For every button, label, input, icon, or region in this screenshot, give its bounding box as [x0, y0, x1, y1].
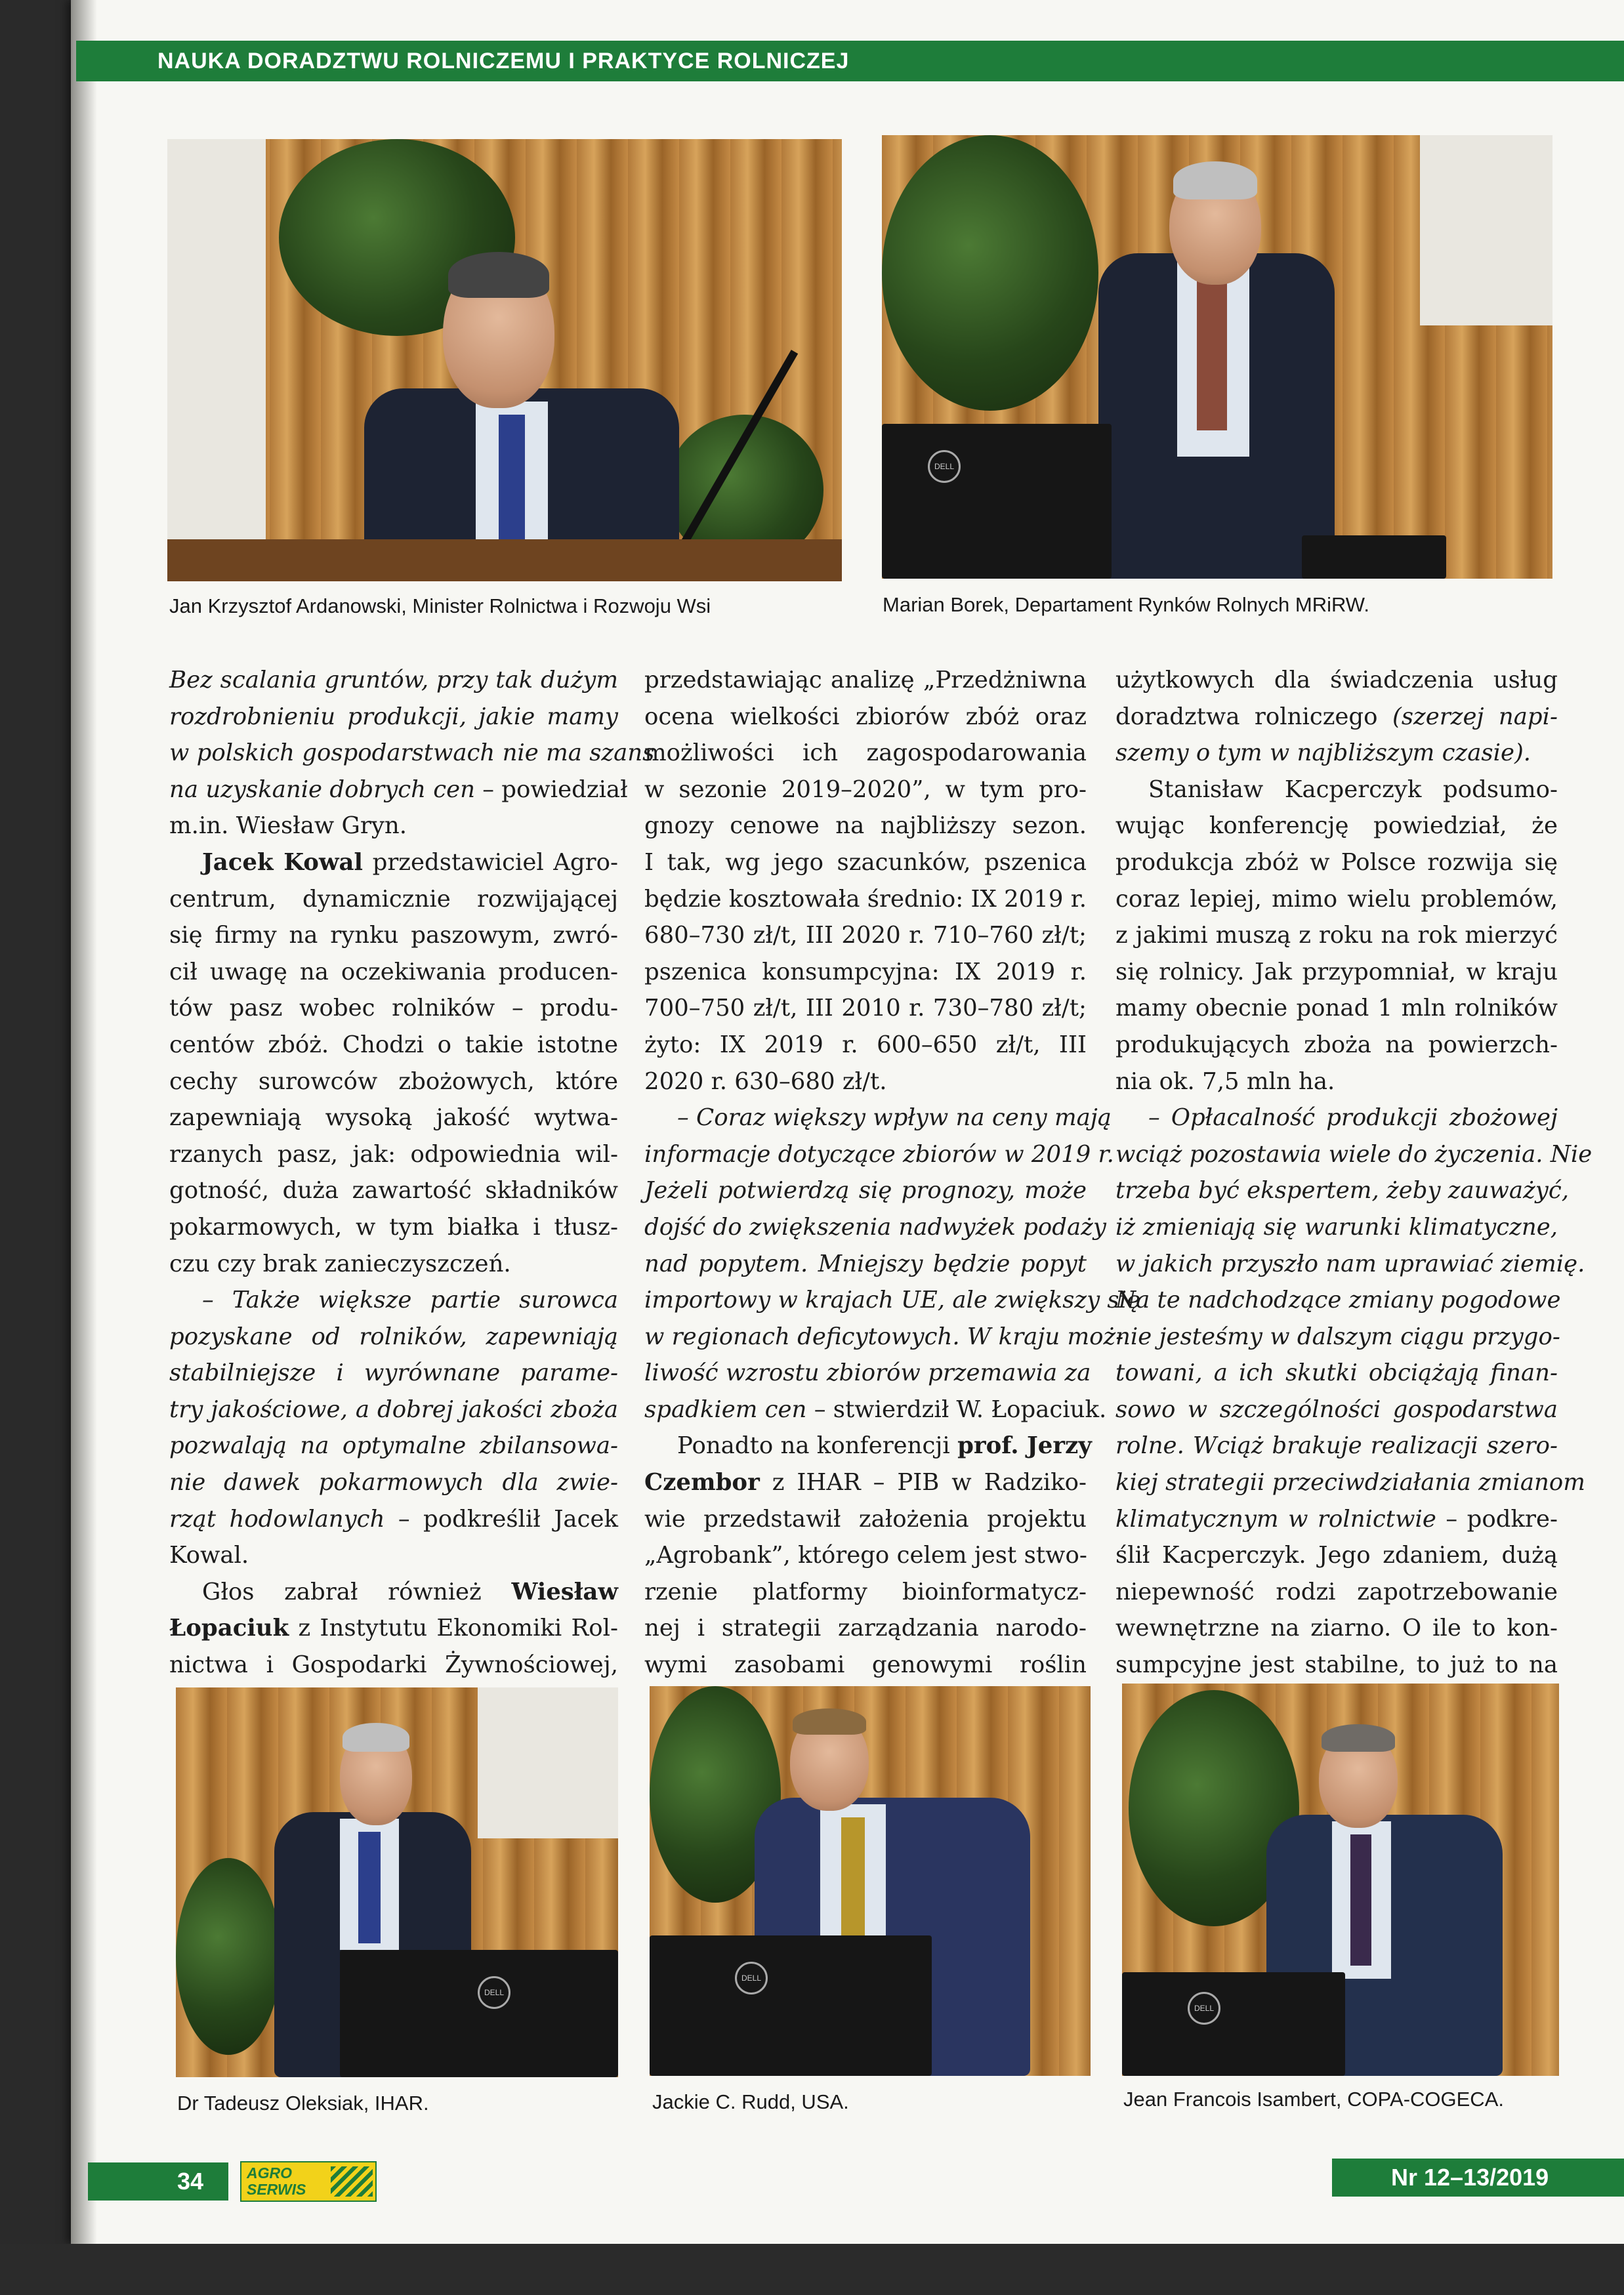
- agro-serwis-logo: AGRO SERWIS: [240, 2161, 377, 2202]
- podium: [882, 424, 1112, 579]
- plant: [176, 1858, 281, 2055]
- scan-background: [0, 2244, 1624, 2295]
- article-column-3: użytkowych dla świadczenia usług doradztwa rolniczego (szerzej napi- szemy o tym w najbliższym czasie). Stanisław Kacperczyk podsumo- wując konferencję powiedział, że produkcja zbóż w Polsce rozwija się coraz lepiej, mimo wielu problemów, z jakimi muszą z roku na rok mierzyć się rolnicy. Jak przypomniał, w kraju mamy obecnie ponad 1 mln rolników produkujących zboża na powierzch- nia ok. 7,5 mln ha. – Opłacalność produkcji zbożowej wciąż pozostawia wiele do życzenia. Nie trzeba być ekspertem, żeby zauważyć, iż zmieniają się warunki klimatyczne, w jakich przyszło nam uprawiać ziemię. Na te nadchodzące zmiany pogodowe nie jesteśmy w dalszym ciągu przygo- towani, a ich skutki obciążają finan- sowo w szczególności gospodarstwa rolne. Wciąż brakuje realizacji szero- kiej strategii przeciwdziałania zmianom klimatycznym w rolnictwie – podkre- ślił Kacperczyk. Jego zdaniem, dużą niepewność rodzi zapotrzebowanie wewnętrzne na ziarno. O ile to kon- sumpcyjne jest stabilne, to już to na: [1115, 667, 1593, 1679]
- photo-caption: Marian Borek, Departament Rynków Rolnych MRiRW.: [883, 593, 1369, 616]
- photo-caption: Jean Francois Isambert, COPA-COGECA.: [1123, 2088, 1504, 2111]
- issue-number: Nr 12–13/2019: [1391, 2164, 1549, 2191]
- photo-ardanowski: [167, 139, 842, 581]
- podium-logo: DELL: [478, 1976, 510, 2009]
- logo-stripes-icon: [331, 2166, 373, 2197]
- article-column-2: przedstawiając analizę „Przedżniwna ocena wielkości zbiorów zbóż oraz możliwości ich zagospodarowania w sezonie 2019–2020”, w tym pro- gnozy cenowe na najbliższy sezon. I tak, wg jego szacunków, pszenica będzie kosztowała średnio: IX 2019 r. 680–730 zł/t, III 2020 r. 710–760 zł/t; pszenica konsumpcyjna: IX 2019 r. 700–750 zł/t, III 2010 r. 730–780 zł/t; żyto: IX 2019 r. 600–650 zł/t, III 2020 r. 630–680 zł/t. – Coraz większy wpływ na ceny mają informacje dotyczące zbiorów w 2019 r. Jeżeli potwierdzą się prognozy, może dojść do zwiększenia nadwyżek podaży nad popytem. Mniejszy będzie popyt importowy w krajach UE, ale zwiększy się w regionach deficytowych. W kraju moż- liwość wzrostu zbiorów przemawia za spadkiem cen – stwierdził W. Łopaciuk. Ponadto na konferencji prof. Jerzy Czembor z IHAR – PIB w Radziko- wie przedstawił założenia projektu „Agrobank”, którego celem jest stwo- rzenie platformy bioinformatycz- nej i strategii zarządzania narodo- wymi zasobami genowymi roślin: [644, 667, 1140, 1679]
- podium-logo: DELL: [928, 450, 961, 483]
- photo-rudd: [650, 1686, 1091, 2076]
- photo-isambert: [1122, 1684, 1559, 2076]
- podium: [1122, 1972, 1345, 2076]
- podium-logo: DELL: [735, 1962, 768, 1995]
- podium-logo: DELL: [1188, 1992, 1220, 2025]
- photo-caption: Jackie C. Rudd, USA.: [652, 2090, 849, 2113]
- plant: [882, 135, 1098, 411]
- article-column-1: Bez scalania gruntów, przy tak dużym rozdrobnieniu produkcji, jakie mamy w polskich gospodarstwach nie ma szans na uzyskanie dobrych cen – powiedział m.in. Wiesław Gryn. Jacek Kowal przedstawiciel Agro- centrum, dynamicznie rozwijającej się firmy na rynku paszowym, zwró- cił uwagę na oczekiwania producen- tów pasz wobec rolników – produ- centów zbóż. Chodzi o takie istotne cechy surowców zbożowych, które zapewniają wysoką jakość wytwa- rzanych pasz, jak: odpowiednia wil- gotność, duża zawartość składników pokarmowych, w tym białka i tłusz- czu czy brak zanieczyszczeń. – Także większe partie surowca pozyskane od rolników, zapewniają stabilniejsze i wyrównane parame- try jakościowe, a dobrej jakości zboża pozwalają na optymalne zbilansowa- nie dawek pokarmowych dla zwie- rząt hodowlanych – podkreślił Jacek Kowal. Głos zabrał również Wiesław Łopaciuk z Instytutu Ekonomiki Rol- nictwa i Gospodarki Żywnościowej,: [169, 667, 655, 1679]
- podium: [340, 1950, 618, 2077]
- podium: [650, 1935, 932, 2076]
- photo-borek: [882, 135, 1552, 579]
- page-number: 34: [177, 2168, 204, 2195]
- section-header-title: NAUKA DORADZTWU ROLNICZEMU I PRAKTYCE ROLNICZEJ: [157, 49, 850, 73]
- photo-oleksiak: [176, 1687, 618, 2077]
- page-gutter-shadow: [71, 0, 97, 2244]
- photo-caption: Jan Krzysztof Ardanowski, Minister Rolnictwa i Rozwoju Wsi: [169, 594, 711, 617]
- desk: [167, 539, 842, 581]
- photo-caption: Dr Tadeusz Oleksiak, IHAR.: [177, 2092, 429, 2115]
